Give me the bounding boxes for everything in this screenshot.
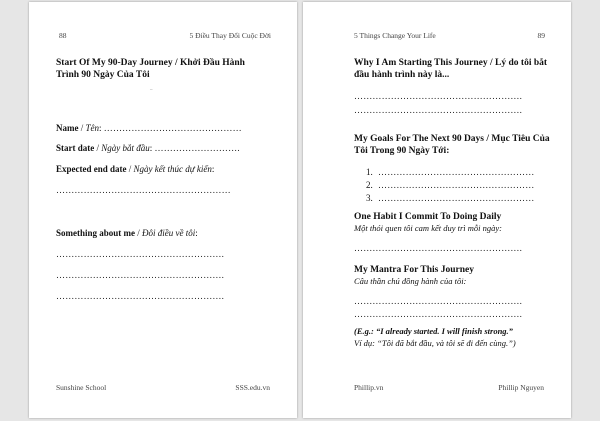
why-title: Why I Am Starting This Journey / Lý do tôi bắt đầu hành trình này là... (354, 58, 548, 80)
goals-title: My Goals For The Next 90 Days / Mục Tiêu Của Tôi Trong 90 Ngày Tới: (354, 134, 550, 156)
end-date-label: Expected end date (56, 164, 127, 174)
left-page (29, 2, 297, 418)
about-me-line-2[interactable]: ………………………………………………. (56, 270, 225, 280)
goal-line-1[interactable]: 1. …………………………………………… (366, 167, 535, 177)
goal-line-2[interactable]: 2. …………………………………………… (366, 180, 535, 190)
about-me-label: Something about me (56, 228, 136, 238)
why-line-1[interactable]: ………………………………………………. (354, 91, 523, 101)
about-me-label-row: Something about me / Đôi điều về tôi: (56, 228, 198, 238)
about-me-line-3[interactable]: ………………………………………………. (56, 291, 225, 301)
about-me-label-vi: Đôi điều về tôi (142, 228, 196, 238)
start-date-label: Start date (56, 143, 95, 153)
left-page-number: 88 (59, 31, 67, 40)
end-date-label-vi: Ngày kết thúc dự kiến (133, 164, 212, 174)
goal-line-3[interactable]: 3. …………………………………………… (366, 193, 535, 203)
mantra-subtitle: Câu thần chú đồng hành của tôi: (354, 276, 467, 286)
right-page-number: 89 (537, 31, 545, 40)
name-label-vi: Tên (85, 123, 100, 133)
name-field[interactable]: Name / Tên: ……………………………………… (56, 123, 242, 133)
mantra-example-vi: Ví dụ: “Tôi đã bắt đầu, và tôi sẽ đi đến cùng.”) (354, 338, 516, 348)
left-page-header (59, 31, 271, 40)
start-date-label-vi: Ngày bắt đầu (101, 143, 150, 153)
start-date-blank-line[interactable]: ………………………. (154, 143, 240, 153)
right-footer-author: Phillip Nguyen (498, 383, 544, 392)
journey-title: Start Of My 90-Day Journey / Khởi Đầu Hành Trình 90 Ngày Của Tôi (56, 58, 245, 80)
right-running-title: 5 Things Change Your Life (354, 31, 436, 40)
about-me-line-1[interactable]: ………………………………………………. (56, 249, 225, 259)
decorative-mark: – (150, 88, 153, 93)
end-date-field[interactable] (56, 185, 231, 196)
left-footer-school: Sunshine School (56, 383, 107, 392)
why-line-2[interactable]: ………………………………………………. (354, 105, 523, 115)
habit-line[interactable]: ………………………………………………. (354, 243, 523, 253)
left-page-footer (56, 383, 270, 392)
mantra-title: My Mantra For This Journey (354, 265, 474, 275)
right-footer-site: Phillip.vn (354, 383, 384, 392)
mantra-example-en: (E.g.: “I already started. I will finish strong.” (354, 326, 513, 336)
habit-title: One Habit I Commit To Doing Daily (354, 212, 502, 222)
right-page-footer (354, 383, 544, 392)
right-page-header (354, 31, 545, 40)
left-running-title: 5 Điều Thay Đổi Cuộc Đời (189, 31, 271, 40)
mantra-line-1[interactable]: ………………………………………………. (354, 296, 523, 306)
end-date-label-row: Expected end date / Ngày kết thúc dự kiến: (56, 164, 215, 174)
start-date-field[interactable]: Start date / Ngày bắt đầu: ………………………. (56, 143, 240, 153)
name-label: Name (56, 123, 79, 133)
left-footer-site: SSS.edu.vn (235, 383, 270, 392)
habit-subtitle: Một thói quen tôi cam kết duy trì mỗi ngày: (354, 223, 503, 233)
end-date-blank-line[interactable]: ………………………………………………… (56, 185, 231, 195)
right-page (303, 2, 571, 418)
name-blank-line[interactable]: ……………………………………… (103, 123, 242, 133)
mantra-line-2[interactable]: ………………………………………………. (354, 309, 523, 319)
